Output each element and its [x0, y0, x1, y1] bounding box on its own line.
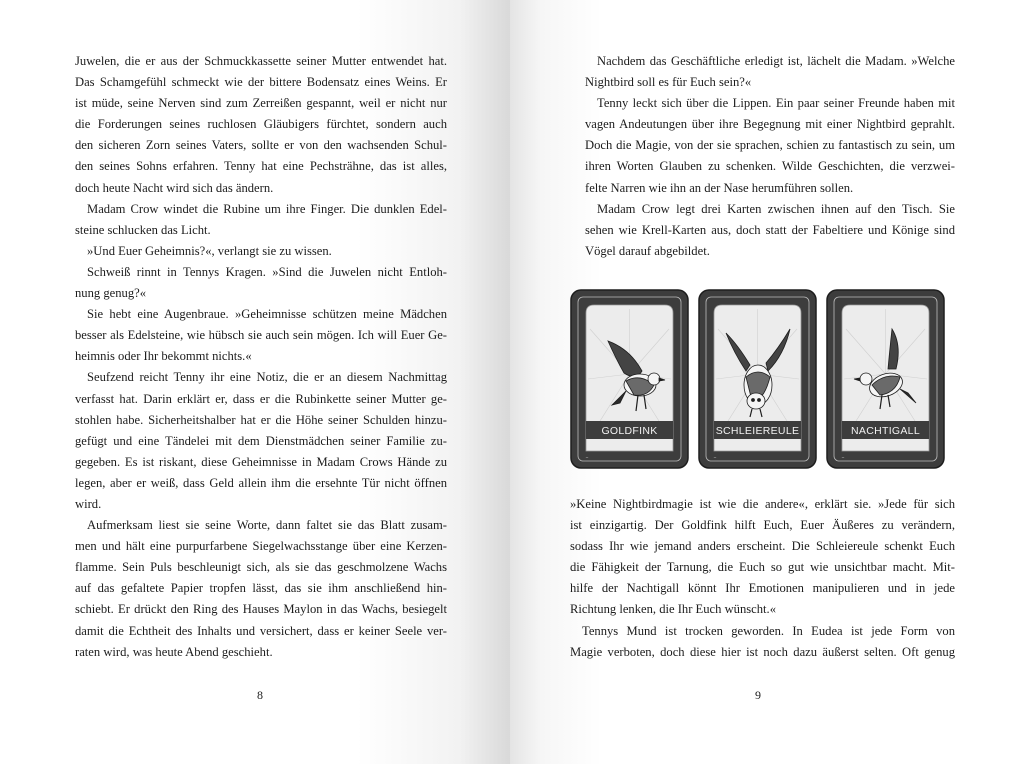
- card-goldfink: [570, 289, 689, 469]
- text-line: heimnis oder Ihr bekommt nichts.«: [75, 349, 252, 364]
- left-page-text: [75, 51, 447, 663]
- text-line: sehen wie Krell-Karten aus, doch statt der Fabeltiere und Könige sind: [585, 222, 955, 237]
- text-line: Nightbird soll es für Euch sein?«: [585, 75, 752, 90]
- text-line: Richtung lenken, die Ihr Euch wünscht.«: [570, 602, 777, 617]
- text-line: Juwelen, die er aus der Schmuckkassette seiner Mutter entwendet hat.: [75, 54, 447, 68]
- text-line: ist einzigartig. Der Goldfink hilft Euch, Euer Äußeres zu verändern,: [570, 518, 955, 533]
- text-line: Das Schamgefühl schmeckt wie der bittere Bodensatz eines Weins. Er: [75, 75, 447, 90]
- text-line: damit die Echtheit des Inhalts und versichert, dass er keiner Seele ver-: [75, 623, 447, 638]
- text-line: felte Narren wie ihn an der Nase herumführen sollen.: [585, 180, 854, 195]
- text-line: nung genug?«: [75, 286, 146, 301]
- card-nachtigall: [826, 289, 945, 469]
- text-line: Doch die Magie, von der sie sprachen, schien zu fantastisch zu sein, um: [585, 138, 955, 153]
- right-page: [510, 0, 1020, 764]
- text-line: Vögel darauf abgebildet.: [585, 243, 710, 258]
- text-line: »Keine Nightbirdmagie ist wie die andere«, erklärt sie. »Jede für sich: [570, 497, 955, 511]
- text-line: Magie verboten, doch diese hier ist noch dazu äußerst selten. Oft genug: [570, 644, 955, 659]
- right-page-text-top: [585, 51, 955, 262]
- page-number-left: 8: [257, 688, 263, 702]
- text-line: die Forderungen seines ruchlosen Gläubigers fürchtet, sondern auch: [75, 117, 447, 132]
- text-line: Aufmerksam liest sie seine Worte, dann faltet sie das Blatt zusam-: [87, 518, 447, 533]
- text-line: den sicheren Zorn seines Vaters, sollte er von den wachsenden Schul-: [75, 138, 447, 153]
- text-line: verfasst hat. Darin erklärt er, dass er die Rubinkette seiner Mutter ge-: [75, 391, 447, 406]
- text-line: Tennys Mund ist trocken geworden. In Eudea ist jede Form von: [582, 623, 955, 638]
- page-number-right: 9: [755, 688, 761, 702]
- text-line: doch heute Nacht wird sich das ändern.: [75, 180, 274, 195]
- text-line: stohlen habe. Sicherheitshalber hat er die Höhe seiner Schulden hinzu-: [75, 412, 447, 427]
- text-line: legen, aber er weiß, dass Geld allein ihm die ersehnte Tür nicht öffnen: [75, 475, 447, 490]
- text-line: Seufzend reicht Tenny ihr eine Notiz, die er an diesem Nachmittag: [87, 370, 447, 385]
- text-line: hilfe der Nachtigall könnt Ihr Emotionen manipulieren und in jede: [570, 581, 955, 596]
- text-line: sodass Ihr wie jemand anders erscheint. Die Schleiereule schenkt Euch: [570, 539, 955, 554]
- text-line: Schweiß rinnt in Tennys Kragen. »Sind die Juwelen nicht Entloh-: [87, 264, 447, 279]
- text-line: Sie hebt eine Augenbraue. »Geheimnisse schützen meine Mädchen: [87, 307, 447, 322]
- text-line: steine schlucken das Licht.: [75, 222, 211, 237]
- text-line: den seines Sohns erfahren. Tenny hat eine Pechsträhne, das ist alles,: [75, 159, 447, 174]
- text-line: Madam Crow legt drei Karten zwischen ihnen auf den Tisch. Sie: [597, 201, 955, 216]
- text-line: besser als Edelsteine, wie hübsch sie auch sein mögen. Ich will Euer Ge-: [75, 328, 447, 343]
- text-line: die Fähigkeit der Tarnung, die Euch so gut wie unsichtbar macht. Mit-: [570, 560, 955, 575]
- text-line: schiebt. Er drückt den Ring des Hauses Maylon in das Wachs, besiegelt: [75, 602, 447, 617]
- text-line: Tenny leckt sich über die Lippen. Ein paar seiner Freunde haben mit: [597, 96, 955, 111]
- text-line: raten wird, was heute Abend geschieht.: [75, 644, 273, 659]
- text-line: »Und Euer Geheimnis?«, verlangt sie zu wissen.: [87, 243, 332, 258]
- right-page-text-bottom: [570, 494, 955, 663]
- card-label-goldfink: GOLDFINK: [601, 425, 658, 437]
- text-line: flamme. Sein Puls beschleunigt sich, als sie das geschmolzene Wachs: [75, 560, 447, 575]
- text-line: gefügt und eine Tändelei mit dem Dienstmädchen seiner Familie zu-: [75, 433, 447, 448]
- text-line: men und hält eine purpurfarbene Siegelwachsstange über eine Kerzen-: [75, 539, 447, 554]
- text-line: wird.: [75, 496, 102, 511]
- text-line: ihren Worten Glauben zu schenken. Wilde Geschichten, die verzwei-: [585, 159, 955, 174]
- text-line: auf das gefaltete Papier tropfen lässt, das sie ihm anschließend hin-: [75, 581, 447, 596]
- card-label-schleiereule: SCHLEIEREULE: [715, 425, 800, 437]
- text-line: vagen Andeutungen über ihre Begegnung mit einer Nightbird geprahlt.: [585, 117, 955, 132]
- text-line: Madam Crow windet die Rubine um ihre Finger. Die dunklen Edel-: [87, 201, 447, 216]
- card-schleiereule: [698, 289, 817, 469]
- text-line: ist müde, seine Nerven sind zum Zerreißen gespannt, weil er nicht nur: [75, 96, 447, 111]
- card-label-nachtigall: NACHTIGALL: [851, 425, 920, 437]
- text-line: gegeben. Es ist riskant, diese Geheimnisse in Madam Crows Hände zu: [75, 454, 447, 469]
- text-line: Nachdem das Geschäftliche erledigt ist, lächelt die Madam. »Welche: [597, 54, 955, 68]
